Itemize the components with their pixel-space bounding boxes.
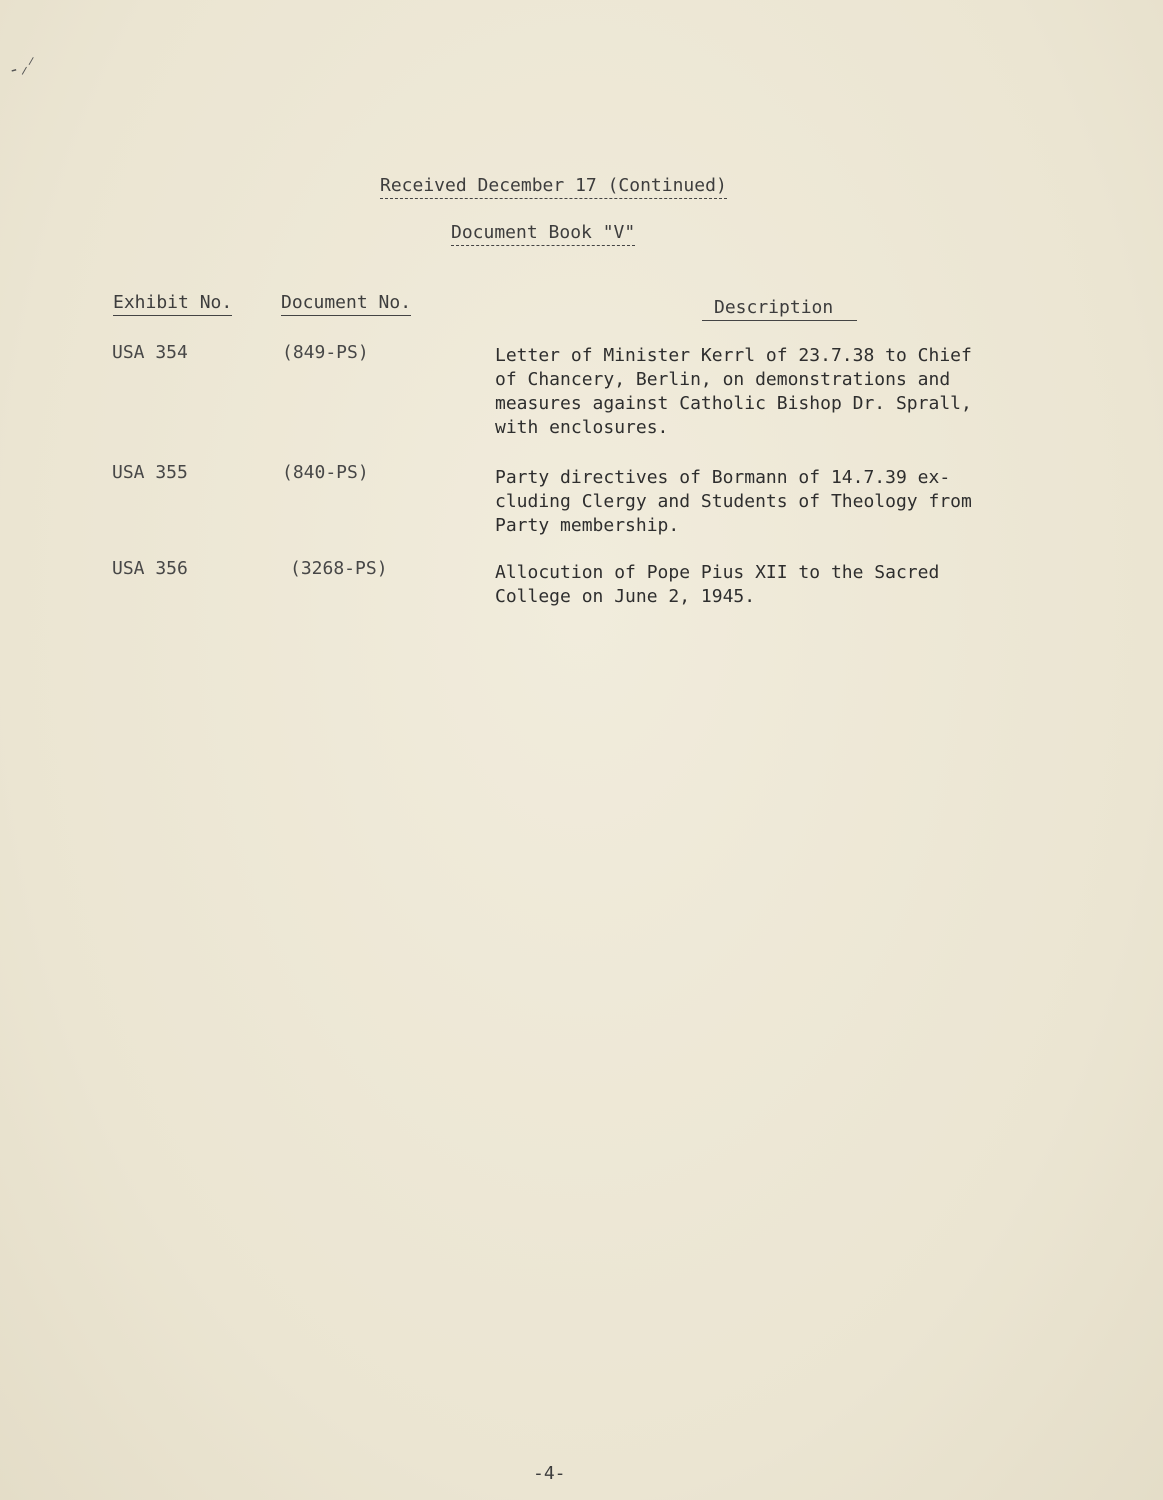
row-1-exhibit: USA 354 [112, 342, 188, 363]
column-header-exhibit: Exhibit No. [113, 292, 232, 316]
row-2-description-line: cluding Clergy and Students of Theology from [495, 491, 972, 512]
row-3-document: (3268-PS) [290, 558, 388, 579]
page-subtitle: Document Book "V" [451, 222, 635, 246]
row-2-exhibit: USA 355 [112, 462, 188, 483]
row-3-description-line: Allocution of Pope Pius XII to the Sacred [495, 562, 940, 583]
column-header-description: Description [702, 297, 857, 321]
row-3-description [495, 561, 1095, 609]
row-1-description-line: measures against Catholic Bishop Dr. Sprall, [495, 393, 972, 414]
row-3-exhibit: USA 356 [112, 558, 188, 579]
page-number: -4- [533, 1463, 566, 1484]
row-1-description-line: Letter of Minister Kerrl of 23.7.38 to Chief [495, 345, 972, 366]
ink-mark: -⸝⸍ [5, 53, 40, 82]
row-1-description-line: with enclosures. [495, 417, 669, 438]
row-3-description-line: College on June 2, 1945. [495, 586, 756, 607]
row-2-description [495, 466, 1095, 538]
row-2-document: (840-PS) [282, 462, 369, 483]
row-2-description-line: Party directives of Bormann of 14.7.39 ex- [495, 467, 951, 488]
row-2-description-line: Party membership. [495, 515, 680, 536]
row-1-description-line: of Chancery, Berlin, on demonstrations and [495, 369, 951, 390]
row-1-document: (849-PS) [282, 342, 369, 363]
column-header-document: Document No. [281, 292, 411, 316]
row-1-description [495, 344, 1095, 440]
page-title: Received December 17 (Continued) [380, 175, 727, 199]
